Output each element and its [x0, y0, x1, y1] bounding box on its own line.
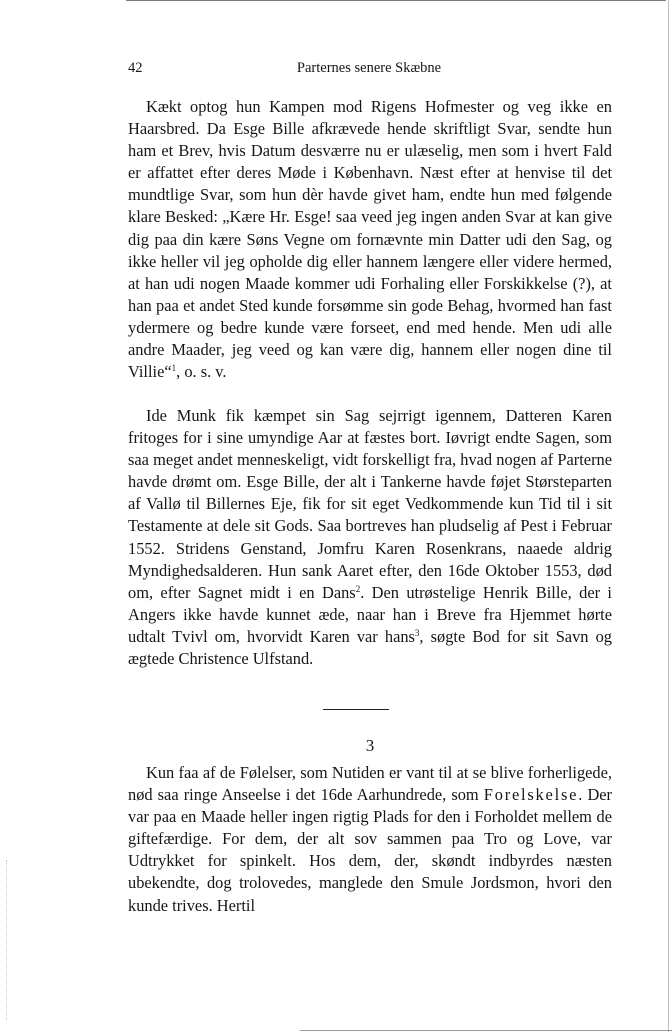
- scan-left-speckles: [6, 860, 7, 1020]
- section-divider: [323, 709, 389, 710]
- paragraph-3-tail: . Der var paa en Maade heller ingen rigtig Plads for den i Forholdet mellem de giftefærdige. For dem, der alt sov sammen paa Tro og Love, var Udtrykket for spinkelt. Hos dem, der, skøndt indbyrdes næsten ubekendte, dog trolovedes, manglede den Smule Jordsmon, hvori den kunde trives. Hertil: [128, 785, 613, 915]
- running-head: [128, 60, 610, 80]
- paragraph-3-text: Kun faa af de Følelser, som Nutiden er vant til at se blive forherligede, nød saa ringe Anseelse i det 16de Aarhundrede, som: [128, 763, 612, 805]
- paragraph-2: [128, 405, 612, 670]
- paragraph-2-text: Ide Munk fik kæmpet sin Sag sejrrigt igennem, Datteren Karen fritoges for i sine umyndige Aar at fæstes bort. Iøvrigt endte Sagen, som saa meget andet menneskeligt, vidt forskelligt fra, hvad nogen af Parterne havde drømt om. Esge Bille, der alt i Tankerne havde føjet Størsteparten af Vallø til Billernes Eje, fik for sit eget Vedkommende kun Tid til i sit Testamente at dele sit Gods. Saa bortreves han pludselig af Pest i Februar 1552. Stridens Genstand, Jomfru Karen Rosenkrans, naaede aldrig Myndighedsalderen. Hun sank Aaret efter, den 16de Oktober 1553, død om, efter Sagnet midt i en Dans: [128, 406, 612, 602]
- scan-top-border: [126, 0, 666, 1]
- paragraph-1: [128, 96, 612, 383]
- section-number: 3: [365, 736, 375, 755]
- paragraph-3: [128, 762, 612, 917]
- scan-bottom-border: [300, 1030, 672, 1031]
- paragraph-2-middle: . Den utrøstelige Henrik Bille, der i Angers ikke havde kunnet æde, naar han i Breve fra Hjemmet hørte udtalt Tvivl om, hvorvidt Karen var hans: [128, 582, 612, 646]
- page-number: 42: [128, 60, 143, 76]
- letterspaced-word: Forelskelse: [483, 785, 579, 805]
- footnote-ref-3: 3: [414, 627, 420, 638]
- paragraph-1-text: Kækt optog hun Kampen mod Rigens Hofmester og veg ikke en Haarsbred. Da Esge Bille afkrævede hende skriftligt Svar, sendte hun ham et Brev, hvis Datum desværre nu er ulæselig, men som i hvert Fald er affattet efter deres Møde i København. Næst efter at henvise til det mundtlige Svar, som hun dèr havde givet ham, endte hun med følgende klare Besked: „Kære Hr. Esge! saa veed jeg ingen anden Svar at kan give dig paa din kære Søns Vegne om fornævnte min Datter udi den Sag, og ikke heller vil jeg opholde dig eller hannem længere eller videre hermed, at han udi nogen Maade kommer udi Forhaling eller Forskikkelse (?), at han paa et andet Sted kunde forsømme sin gode Behag, hvormed han fast ydermere og bedre kunde være forseet, end med hende. Men udi alle andre Maader, jeg veed og kan være dig, hannem eller nogen dine til Villie“: [128, 97, 612, 382]
- running-title: Parternes senere Skæbne: [296, 60, 442, 76]
- footnote-ref-2: 2: [355, 583, 361, 594]
- paragraph-1-tail: , o. s. v.: [176, 362, 227, 382]
- paragraph-2-tail: , søgte Bod for sit Savn og ægtede Christence Ulfstand.: [128, 626, 612, 669]
- scan-right-edge: [668, 0, 669, 1032]
- footnote-ref-1: 1: [171, 363, 177, 374]
